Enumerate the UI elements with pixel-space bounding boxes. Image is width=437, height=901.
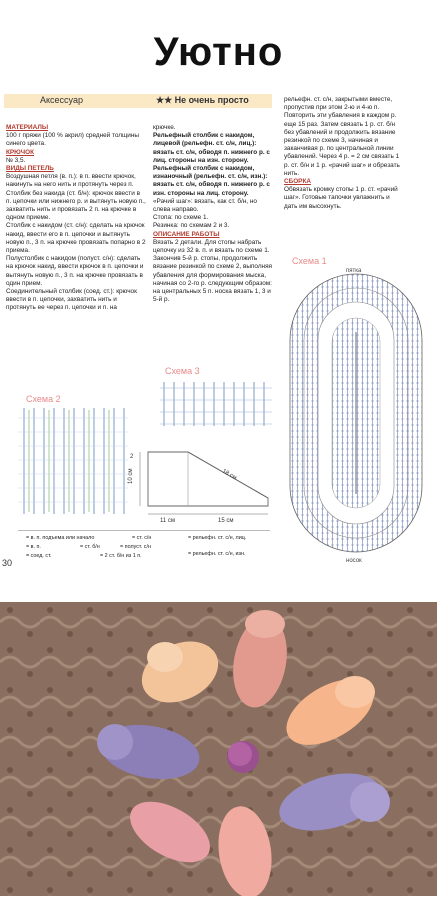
loop-sbn: Столбик без накида (ст. б/н): крючок ввести в п. цепочки или нижнего р. и вытянуть новую п., захватить нить и провязать 2 п. на крючке в одном приеме.: [6, 189, 146, 222]
rachiy-text: «Рачий шаг»: вязать, как ст. б/н, но слева направо.: [153, 197, 257, 214]
info-band: [4, 94, 272, 108]
page-number: 30: [2, 558, 13, 568]
legend-item-1: = в. п. подъема или начало: [26, 535, 95, 541]
dim-18cm: 18 см: [221, 468, 238, 482]
hook-text: № 3,5.: [6, 156, 26, 164]
sborka-heading: СБОРКА: [284, 178, 311, 186]
toe-label: носок: [346, 558, 362, 564]
legend-item-3: = ст. б/н: [80, 544, 100, 550]
dim-2: 2: [130, 454, 134, 460]
legend-item-9: = рельефн. ст. с/н, изн.: [188, 551, 246, 557]
middle-column: [153, 124, 273, 304]
legend-item-5: = полуст. с/н: [120, 544, 151, 550]
hook-heading: КРЮЧОК: [6, 148, 35, 156]
rel-lic-text: Рельефный столбик с накидом, лицевой (рельефн. ст. с/н, лиц.): вязать ст. с/н, обводя п. нижнего р. с лиц. стороны на изн. сторону.: [153, 132, 270, 164]
sborka-text: Обвязать кромку стопы 1 р. ст. «рачий шаг». Готовые тапочки увлажнить и дать им высохнуть.: [284, 186, 398, 210]
slippers-photo: [0, 602, 437, 896]
scheme-3-diagram: [160, 376, 276, 432]
stopa-text: Стопа: по схеме 1.: [153, 214, 209, 222]
opis-text: Вязать 2 детали. Для стопы набрать цепочку из 32 в. п. и вязать по схеме 1. Закончив 5-й р. стопы, продолжить вязание резинкой по схеме 2, выполняя убавления для формирования мыска, начиная со 2-го р. следующим образом: на центральных 5 п. носка вязать 1, 3 и 5-й р.: [153, 238, 272, 304]
dim-15cm: 15 см: [218, 518, 234, 524]
right-text: рельефн. ст. с/н, закрытыми вместе, пропустив при этом 2-ю и 4-ю п. Повторить эти убавления в каждом р. еще 15 раз. Затем связать 1 р. ст. б/н без убавлений и продолжить вязание резинкой по схеме 3, начиная и заканчивая р. по центральной линии убавлений. Через 4 р. = 2 см связать 1 р. ст. б/н и 1 р. «рачий шаг» и обрезать нить.: [284, 96, 400, 177]
scheme-1-diagram: [280, 262, 432, 564]
legend-item-2: = в. п.: [26, 544, 41, 550]
slippers-illustration: [0, 602, 437, 896]
right-column: [284, 96, 402, 211]
materials-text: 100 г пряжи (100 % акрил) средней толщины синего цвета.: [6, 132, 139, 148]
scheme-2-label: Схема 2: [26, 394, 61, 404]
loops-heading: ВИДЫ ПЕТЕЛЬ: [6, 165, 54, 173]
legend-item-4: = ст. с/н: [132, 535, 152, 541]
category-label: Аксессуар: [40, 95, 83, 105]
mid-text1: крючке.: [153, 124, 176, 131]
difficulty-label: ★★ Не очень просто: [156, 95, 249, 105]
dimension-sketch: [118, 444, 278, 528]
rez-text: Резинка: по схемам 2 и 3.: [153, 222, 230, 230]
left-column: [6, 124, 146, 313]
rel-izn-text: Рельефный столбик с накидом, изнаночный (рельефн. ст. с/н, изн.): вязать ст. с/н, обводя п. нижнего р. с изн. стороны на лиц. сторону.: [153, 165, 270, 197]
loop-ss: Соединительный столбик (соед. ст.): крючок ввести в п. цепочки, захватить нить и протянуть ее через п. цепочки и п. на: [6, 288, 137, 312]
scheme-1-label: Схема 1: [292, 256, 327, 266]
opis-heading: ОПИСАНИЕ РАБОТЫ: [153, 230, 220, 238]
loop-vp: Воздушная петля (в. п.): в п. ввести крючок, накинуть на него нить и протянуть через п.: [6, 173, 136, 189]
legend-item-8: = рельефн. ст. с/н, лиц.: [188, 535, 247, 541]
loop-pssn: Полустолбик с накидом (полуст. с/н): сделать на крючок накид, ввести крючок в п. цепочки и вытянуть новую п., 3 п. на крючке провязать в один прием.: [6, 255, 144, 287]
dim-11cm: 11 см: [160, 518, 176, 524]
page-title: Уютно: [153, 30, 284, 74]
legend-item-6: = соед. ст.: [26, 553, 52, 559]
loop-ssn: Столбик с накидом (ст. с/н): сделать на крючок накид, ввести его в п. цепочки и вытянуть новую п., 3 п. на крючке провязать попарно в 2 приема.: [6, 222, 146, 255]
dim-10cm: 10 см: [128, 468, 134, 484]
legend-item-7: = 2 ст. б/н из 1 п.: [100, 553, 142, 559]
scheme-3-label: Схема 3: [165, 366, 200, 376]
materials-heading: МАТЕРИАЛЫ: [6, 124, 49, 131]
scheme-2-diagram: [18, 404, 130, 518]
legend: [18, 530, 270, 563]
heel-label: пятка: [346, 268, 362, 274]
